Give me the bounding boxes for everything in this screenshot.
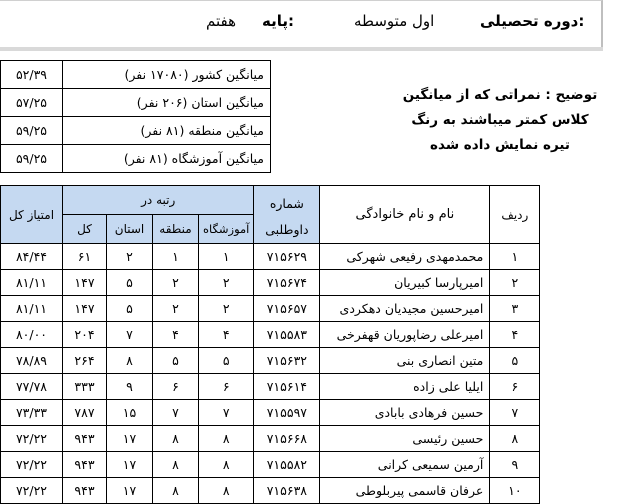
average-label: میانگین کشور (۱۷۰۸۰ نفر) — [63, 61, 271, 89]
cell-row: ۳ — [490, 296, 540, 322]
average-value: ۵۹/۲۵ — [1, 145, 63, 173]
average-label: میانگین منطقه (۸۱ نفر) — [63, 117, 271, 145]
cell-total: ۷۸۷ — [63, 400, 107, 426]
col-candidate-line1: شماره — [269, 196, 304, 211]
cell-score: ۷۲/۲۲ — [1, 478, 63, 504]
cell-row: ۱۰ — [490, 478, 540, 504]
cell-score: ۸۱/۱۱ — [1, 270, 63, 296]
cell-candidate: ۷۱۵۶۳۸ — [254, 478, 320, 504]
header-shadow — [0, 47, 603, 51]
cell-total: ۱۴۷ — [63, 296, 107, 322]
header-row — [1, 186, 540, 215]
cell-school: ۴ — [199, 322, 254, 348]
average-row — [1, 89, 271, 117]
col-province: استان — [107, 215, 153, 244]
average-value: ۵۷/۲۵ — [1, 89, 63, 117]
average-row — [1, 117, 271, 145]
cell-region: ۸ — [153, 478, 199, 504]
cell-school: ۲ — [199, 296, 254, 322]
cell-total: ۲۰۴ — [63, 322, 107, 348]
col-candidate — [254, 186, 320, 244]
cell-row: ۱ — [490, 244, 540, 270]
cell-score: ۸۱/۱۱ — [1, 296, 63, 322]
cell-score: ۷۷/۷۸ — [1, 374, 63, 400]
cell-province: ۵ — [107, 296, 153, 322]
cell-score: ۷۸/۸۹ — [1, 348, 63, 374]
cell-school: ۷ — [199, 400, 254, 426]
cell-score: ۸۰/۰۰ — [1, 322, 63, 348]
cell-candidate: ۷۱۵۶۶۸ — [254, 426, 320, 452]
cell-province: ۱۷ — [107, 478, 153, 504]
cell-total: ۱۴۷ — [63, 270, 107, 296]
cell-province: ۹ — [107, 374, 153, 400]
cell-row: ۲ — [490, 270, 540, 296]
cell-candidate: ۷۱۵۶۳۲ — [254, 348, 320, 374]
cell-candidate: ۷۱۵۶۱۴ — [254, 374, 320, 400]
cell-row: ۷ — [490, 400, 540, 426]
col-name-label: نام و نام خانوادگی — [355, 207, 455, 222]
col-row: ردیف — [490, 186, 540, 244]
students-table — [0, 185, 540, 504]
table-row — [1, 452, 540, 478]
cell-province: ۵ — [107, 270, 153, 296]
cell-candidate: ۷۱۵۵۸۳ — [254, 322, 320, 348]
average-value: ۵۹/۲۵ — [1, 117, 63, 145]
cell-name: محمدمهدی رفیعی شهرکی — [320, 244, 490, 270]
cell-school: ۱ — [199, 244, 254, 270]
average-row — [1, 145, 271, 173]
cell-name: امیرپارسا کبیریان — [320, 270, 490, 296]
legend-note — [395, 83, 605, 158]
cell-score: ۸۴/۴۴ — [1, 244, 63, 270]
cell-region: ۸ — [153, 452, 199, 478]
col-region: منطقه — [153, 215, 199, 244]
cell-name: حسین فرهادی بابادی — [320, 400, 490, 426]
col-name — [320, 186, 490, 244]
cell-total: ۹۴۳ — [63, 426, 107, 452]
cell-total: ۹۴۳ — [63, 452, 107, 478]
course-value: اول متوسطه — [354, 12, 435, 30]
note-line: تیره نمایش داده شده — [430, 137, 570, 153]
col-score: امتیاز کل — [1, 186, 63, 244]
grade-label: پایه: — [262, 12, 294, 30]
cell-province: ۷ — [107, 322, 153, 348]
cell-row: ۴ — [490, 322, 540, 348]
table-row — [1, 270, 540, 296]
cell-candidate: ۷۱۵۶۲۹ — [254, 244, 320, 270]
cell-name: ایلیا علی زاده — [320, 374, 490, 400]
cell-province: ۱۷ — [107, 426, 153, 452]
cell-region: ۲ — [153, 270, 199, 296]
note-line: کلاس کمتر میباشند به رنگ — [411, 112, 589, 128]
cell-name: امیرحسین مجیدیان دهکردی — [320, 296, 490, 322]
cell-school: ۵ — [199, 348, 254, 374]
cell-row: ۶ — [490, 374, 540, 400]
table-row — [1, 322, 540, 348]
col-rank: رتبه در — [63, 186, 254, 215]
table-row — [1, 244, 540, 270]
cell-region: ۴ — [153, 322, 199, 348]
table-row — [1, 478, 540, 504]
cell-province: ۲ — [107, 244, 153, 270]
table-row — [1, 374, 540, 400]
cell-school: ۲ — [199, 270, 254, 296]
cell-name: عرفان قاسمی پیربلوطی — [320, 478, 490, 504]
cell-candidate: ۷۱۵۵۹۷ — [254, 400, 320, 426]
cell-score: ۷۳/۳۳ — [1, 400, 63, 426]
cell-score: ۷۲/۲۲ — [1, 426, 63, 452]
cell-candidate: ۷۱۵۶۵۷ — [254, 296, 320, 322]
average-row — [1, 61, 271, 89]
cell-region: ۶ — [153, 374, 199, 400]
cell-candidate: ۷۱۵۵۸۲ — [254, 452, 320, 478]
cell-region: ۵ — [153, 348, 199, 374]
note-line: توضیح : نمراتی که از میانگین — [402, 87, 598, 103]
cell-total: ۶۱ — [63, 244, 107, 270]
table-row — [1, 296, 540, 322]
averages-table — [0, 60, 271, 173]
col-total: کل — [63, 215, 107, 244]
col-school: آموزشگاه — [199, 215, 254, 244]
cell-province: ۱۷ — [107, 452, 153, 478]
cell-row: ۸ — [490, 426, 540, 452]
cell-total: ۳۳۳ — [63, 374, 107, 400]
cell-name: آرمین سمیعی کرانی — [320, 452, 490, 478]
cell-school: ۶ — [199, 374, 254, 400]
table-row — [1, 348, 540, 374]
cell-score: ۷۲/۲۲ — [1, 452, 63, 478]
cell-region: ۸ — [153, 426, 199, 452]
cell-total: ۲۶۴ — [63, 348, 107, 374]
average-label: میانگین آموزشگاه (۸۱ نفر) — [63, 145, 271, 173]
cell-region: ۱ — [153, 244, 199, 270]
cell-name: حسین رئیسی — [320, 426, 490, 452]
cell-province: ۸ — [107, 348, 153, 374]
cell-province: ۱۵ — [107, 400, 153, 426]
cell-row: ۹ — [490, 452, 540, 478]
col-candidate-line2: داوطلبی — [265, 222, 309, 237]
cell-name: امیرعلی رضاپوریان قهفرخی — [320, 322, 490, 348]
grade-value: هفتم — [206, 12, 237, 30]
cell-name: متین انصاری بنی — [320, 348, 490, 374]
average-label: میانگین استان (۲۰۶ نفر) — [63, 89, 271, 117]
average-value: ۵۲/۳۹ — [1, 61, 63, 89]
cell-region: ۲ — [153, 296, 199, 322]
cell-candidate: ۷۱۵۶۷۴ — [254, 270, 320, 296]
cell-region: ۷ — [153, 400, 199, 426]
cell-school: ۸ — [199, 426, 254, 452]
table-row — [1, 400, 540, 426]
cell-total: ۹۴۳ — [63, 478, 107, 504]
cell-school: ۸ — [199, 478, 254, 504]
table-row — [1, 426, 540, 452]
cell-school: ۸ — [199, 452, 254, 478]
course-label: دوره تحصیلی: — [480, 12, 585, 30]
cell-row: ۵ — [490, 348, 540, 374]
